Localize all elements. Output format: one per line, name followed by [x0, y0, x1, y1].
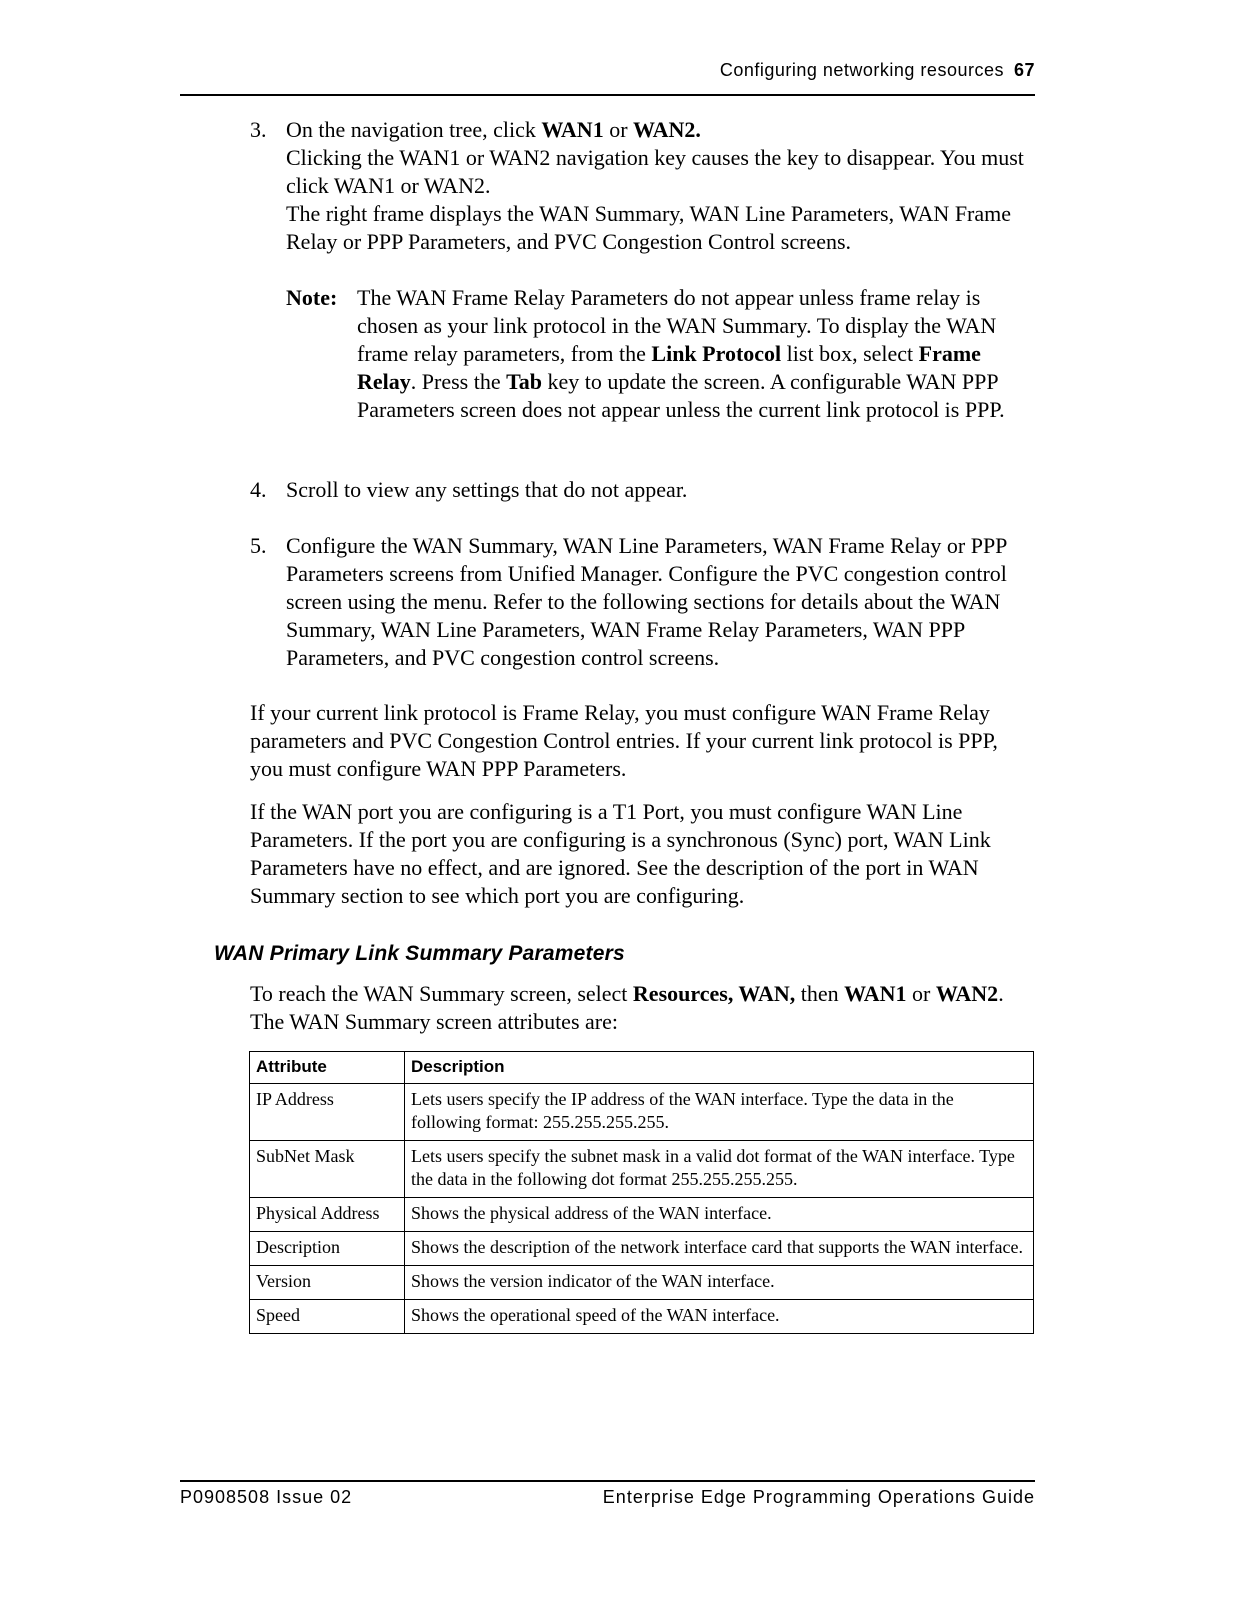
attribute-cell: Physical Address: [250, 1198, 405, 1232]
table-row: [250, 1141, 1034, 1198]
description-cell: Lets users specify the subnet mask in a valid dot format of the WAN interface. Type the data in the following dot format 255.255.255.255.: [405, 1141, 1034, 1198]
guide-title: Enterprise Edge Programming Operations Guide: [602, 1487, 1035, 1507]
table-header-row: [250, 1052, 1034, 1084]
table-row: [250, 1198, 1034, 1232]
section-heading: WAN Primary Link Summary Parameters: [214, 942, 625, 965]
page-number: 67: [1013, 60, 1035, 80]
attribute-cell: Description: [250, 1232, 405, 1266]
running-header: [180, 60, 1035, 81]
paragraph-wan-port: If the WAN port you are configuring is a T1 Port, you must configure WAN Line Parameters. If the port you are configuring is a synchronous (Sync) port, WAN Link Parameters have no effect, and are ignored. See the description of the port in WAN Summary section to see which port you are configuring.: [250, 799, 991, 908]
step-number: 3.: [250, 117, 267, 142]
column-header-attribute: Attribute: [250, 1052, 405, 1084]
note: [286, 284, 1036, 424]
header-rule: [180, 94, 1035, 96]
note-text: The WAN Frame Relay Parameters do not appear unless frame relay is chosen as your link protocol in the WAN Summary. To display the WAN frame relay parameters, from the Link Protocol list box, select Frame Relay. Press the Tab key to update the screen. A configurable WAN PPP Parameters screen does not appear unless the current link protocol is PPP.: [357, 285, 1005, 422]
description-cell: Shows the operational speed of the WAN interface.: [405, 1300, 1034, 1334]
step-result: The right frame displays the WAN Summary, WAN Line Parameters, WAN Frame Relay or PPP Parameters, and PVC Congestion Control screens.: [286, 201, 1012, 254]
description-cell: Lets users specify the IP address of the WAN interface. Type the data in the following format: 255.255.255.255.: [405, 1084, 1034, 1141]
description-cell: Shows the physical address of the WAN interface.: [405, 1198, 1034, 1232]
step-number: 5.: [250, 533, 267, 558]
table-row: [250, 1232, 1034, 1266]
attribute-cell: Version: [250, 1266, 405, 1300]
step-instruction: On the navigation tree, click WAN1 or WAN2.: [286, 117, 701, 142]
paragraph-link-protocol: If your current link protocol is Frame Relay, you must configure WAN Frame Relay parameters and PVC Congestion Control entries. If your current link protocol is PPP, you must configure WAN PPP Parameters.: [250, 700, 998, 781]
description-cell: Shows the version indicator of the WAN interface.: [405, 1266, 1034, 1300]
attributes-table: [249, 1051, 1034, 1334]
step-4: [250, 476, 1040, 504]
note-label: Note:: [286, 285, 338, 310]
table-row: [250, 1300, 1034, 1334]
description-cell: Shows the description of the network interface card that supports the WAN interface.: [405, 1232, 1034, 1266]
table-row: [250, 1266, 1034, 1300]
document-id: P0908508 Issue 02: [180, 1487, 353, 1507]
attribute-cell: SubNet Mask: [250, 1141, 405, 1198]
table-row: [250, 1084, 1034, 1141]
section-title: Configuring networking resources: [719, 60, 1004, 80]
step-number: 4.: [250, 477, 267, 502]
section-intro: To reach the WAN Summary screen, select Resources, WAN, then WAN1 or WAN2. The WAN Summary screen attributes are:: [250, 981, 1004, 1034]
footer-rule: [180, 1480, 1035, 1482]
step-5: [250, 532, 1040, 672]
step-instruction: Configure the WAN Summary, WAN Line Parameters, WAN Frame Relay or PPP Parameters screens from Unified Manager. Configure the PVC congestion control screen using the menu. Refer to the following sections for details about the WAN Summary, WAN Line Parameters, WAN Frame Relay Parameters, WAN PPP Parameters, and PVC congestion control screens.: [286, 533, 1007, 670]
column-header-description: Description: [405, 1052, 1034, 1084]
step-instruction: Scroll to view any settings that do not appear.: [286, 477, 688, 502]
attribute-cell: Speed: [250, 1300, 405, 1334]
step-detail: Clicking the WAN1 or WAN2 navigation key causes the key to disappear. You must click WAN1 or WAN2.: [286, 145, 1024, 198]
step-3: [250, 116, 1040, 256]
attribute-cell: IP Address: [250, 1084, 405, 1141]
